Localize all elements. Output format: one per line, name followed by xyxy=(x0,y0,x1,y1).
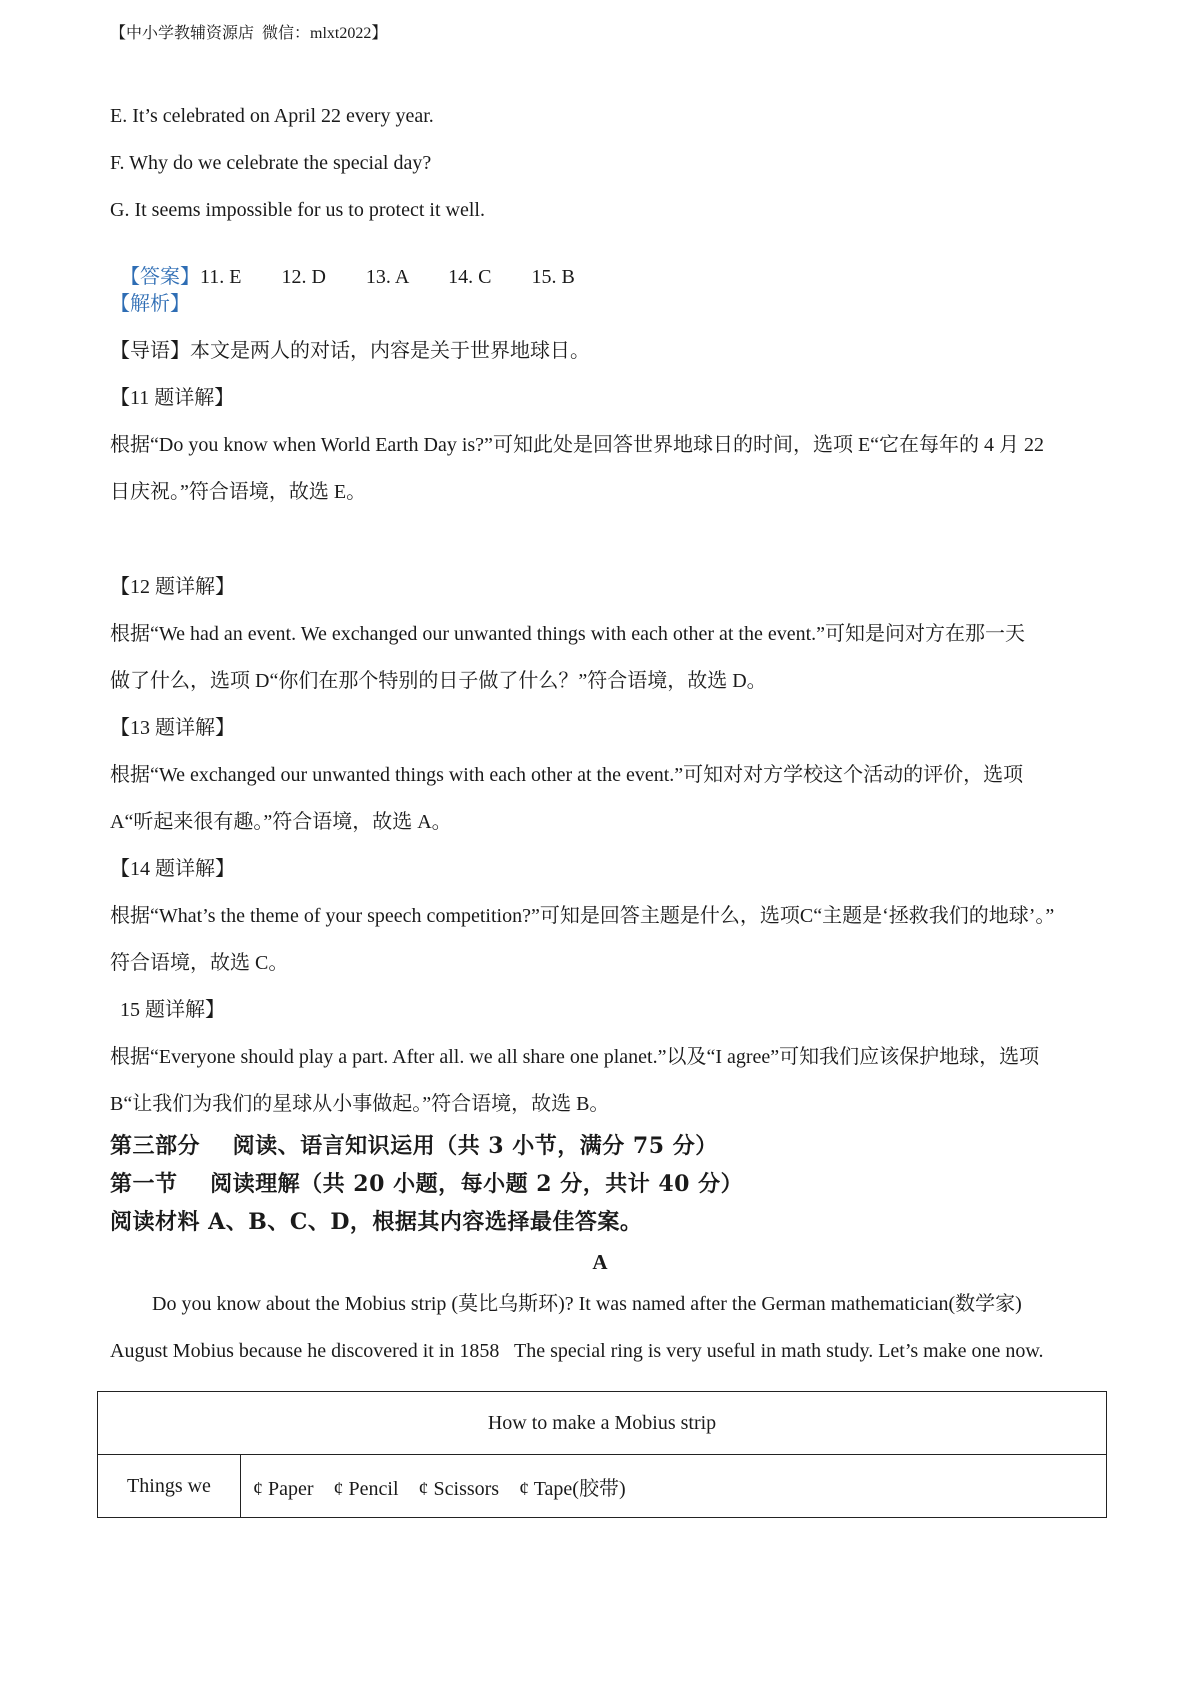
analysis-label: 【解析】 xyxy=(110,293,190,315)
q13-line2: A“听起来很有趣。”符合语境，故选 A。 xyxy=(110,811,452,833)
passage-line1: Do you know about the Mobius strip (莫比乌斯环)? It was named after the German mathematician(数学家) xyxy=(152,1293,1022,1315)
passage-line2: August Mobius because he discovered it in 1858 The special ring is very useful in math study. Let’s make one now. xyxy=(110,1340,1044,1362)
q13-line1: 根据“We exchanged our unwanted things with each other at the event.”可知对对方学校这个活动的评价，选项 xyxy=(110,764,1024,786)
passage-letter: A xyxy=(592,1250,608,1274)
q14-heading: 【14 题详解】 xyxy=(110,858,235,880)
q14-line2: 符合语境，故选 C。 xyxy=(110,952,289,974)
answer-label: 【答案】 xyxy=(120,266,200,288)
guide-text: 【导语】本文是两人的对话，内容是关于世界地球日。 xyxy=(110,340,590,362)
q11-heading: 【11 题详解】 xyxy=(110,387,235,409)
q15-line1: 根据“Everyone should play a part. After all. we all share one planet.”以及“I agree”可知我们应该保护地球，选项 xyxy=(110,1046,1040,1068)
table-title: How to make a Mobius strip xyxy=(98,1392,1107,1455)
table-row-items: ¢ Paper ¢ Pencil ¢ Scissors ¢ Tape(胶带) xyxy=(241,1455,1107,1518)
section1-title: 第一节 阅读理解（共 20 小题，每小题 2 分，共计 40 分） xyxy=(110,1171,744,1197)
q12-line2: 做了什么，选项 D“你们在那个特别的日子做了什么？”符合语境，故选 D。 xyxy=(110,670,767,692)
option-g: G. It seems impossible for us to protect it well. xyxy=(110,199,485,221)
answer-line xyxy=(110,247,575,287)
q13-heading: 【13 题详解】 xyxy=(110,717,235,739)
option-f: F. Why do we celebrate the special day? xyxy=(110,152,432,174)
mobius-table xyxy=(97,1391,1107,1518)
option-e: E. It’s celebrated on April 22 every year. xyxy=(110,105,434,127)
q15-heading: 15 题详解】 xyxy=(110,999,225,1021)
answer-items: 11. E 12. D 13. A 14. C 15. B xyxy=(200,266,575,288)
q12-heading: 【12 题详解】 xyxy=(110,576,235,598)
reading-instruction: 阅读材料 A、B、C、D，根据其内容选择最佳答案。 xyxy=(110,1209,643,1235)
watermark-header: 【中小学教辅资源店 微信：mlxt2022】 xyxy=(110,25,388,42)
q11-line1: 根据“Do you know when World Earth Day is?”可知此处是回答世界地球日的时间，选项 E“它在每年的 4 月 22 xyxy=(110,434,1045,456)
q12-line1: 根据“We had an event. We exchanged our unwanted things with each other at the event.”可知是问对方在那一天 xyxy=(110,623,1026,645)
q14-line1: 根据“What’s the theme of your speech competition?”可知是回答主题是什么，选项C“主题是‘拯救我们的地球’。” xyxy=(110,905,1055,927)
part3-title: 第三部分 阅读、语言知识运用（共 3 小节，满分 75 分） xyxy=(110,1133,718,1159)
q15-line2: B“让我们为我们的星球从小事做起。”符合语境，故选 B。 xyxy=(110,1093,610,1115)
table-row-label: Things we xyxy=(98,1455,241,1518)
q11-line2: 日庆祝。”符合语境，故选 E。 xyxy=(110,481,367,503)
